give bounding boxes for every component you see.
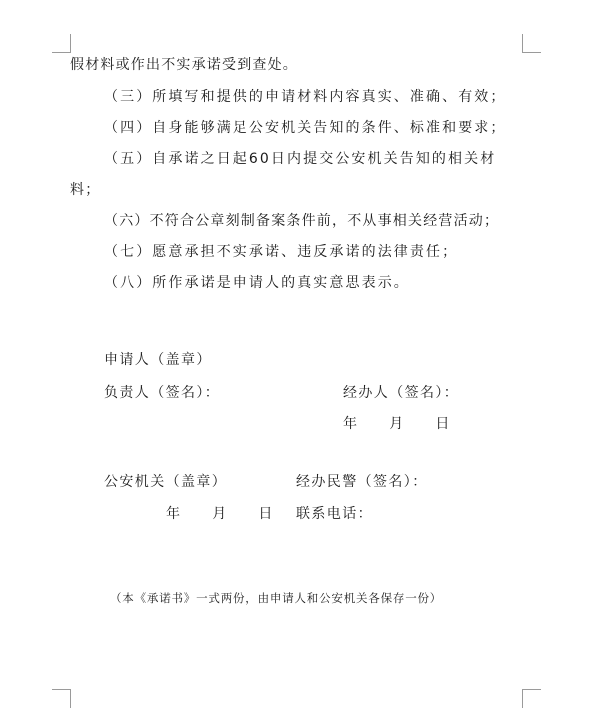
continued-text: 假材料或作出不实承诺受到查处。 bbox=[70, 57, 298, 73]
handler-signature-label: 经办人（签名）： bbox=[343, 385, 460, 401]
police-agency-seal-label: 公安机关（盖章） bbox=[104, 474, 228, 490]
item-8: （八）所作承诺是申请人的真实意思表示。 bbox=[104, 275, 410, 291]
crop-mark-top-right bbox=[522, 34, 541, 53]
responsible-person-signature-label: 负责人（签名）： bbox=[104, 385, 221, 401]
item-7: （七）愿意承担不实承诺、违反承诺的法律责任； bbox=[104, 244, 459, 260]
police-officer-signature-label: 经办民警（签名）： bbox=[296, 474, 428, 490]
crop-mark-bottom-left bbox=[52, 689, 71, 708]
applicant-seal-label: 申请人（盖章） bbox=[104, 352, 212, 368]
crop-mark-top-left bbox=[52, 34, 71, 53]
item-6: （六）不符合公章刻制备案条件前，不从事相关经营活动； bbox=[104, 213, 500, 229]
item-4: （四）自身能够满足公安机关告知的条件、标准和要求； bbox=[104, 120, 507, 136]
police-date: 年 月 日 bbox=[166, 506, 274, 522]
item-5-continuation: 料； bbox=[70, 182, 101, 198]
item-3: （三）所填写和提供的申请材料内容真实、准确、有效； bbox=[104, 89, 507, 105]
item-5: （五）自承诺之日起60日内提交公安机关告知的相关材 bbox=[104, 151, 497, 167]
footer-note: （本《承诺书》一式两份，由申请人和公安机关各保存一份） bbox=[110, 591, 443, 605]
handler-date: 年 月 日 bbox=[343, 416, 451, 432]
phone-label: 联系电话： bbox=[296, 506, 373, 522]
crop-mark-bottom-right bbox=[522, 689, 541, 708]
